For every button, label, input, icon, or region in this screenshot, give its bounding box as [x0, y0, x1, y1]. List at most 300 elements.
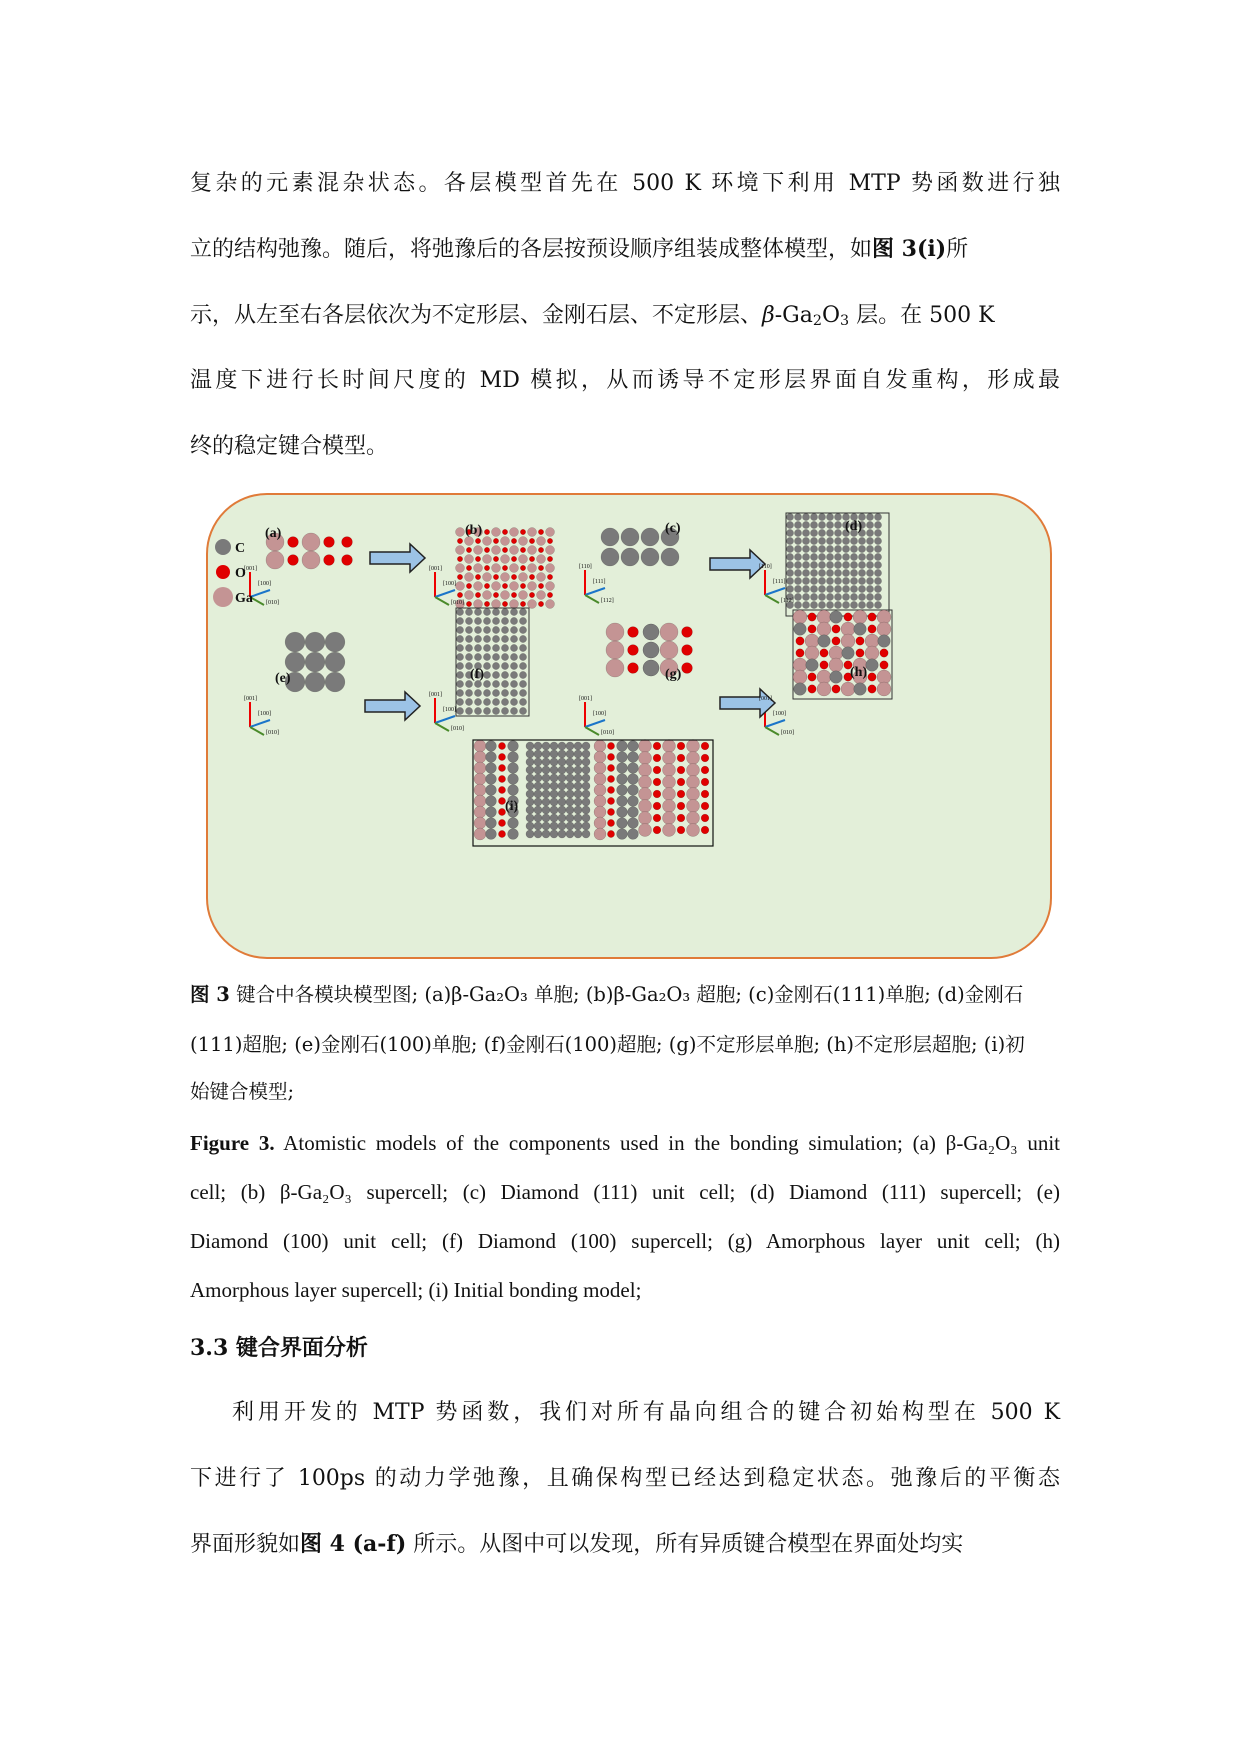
O-atom — [677, 826, 685, 834]
C-atom — [866, 521, 873, 528]
C-atom — [492, 698, 499, 705]
C-atom — [508, 829, 519, 840]
C-atom — [558, 798, 566, 806]
C-atom — [810, 553, 817, 560]
Ga-atom — [474, 546, 483, 555]
C-atom — [601, 528, 619, 546]
C-atom — [526, 774, 534, 782]
O-atom — [538, 601, 543, 606]
C-atom — [794, 577, 801, 584]
C-atom — [810, 513, 817, 520]
C-atom — [834, 585, 841, 592]
C-atom — [542, 774, 550, 782]
C-atom — [826, 577, 833, 584]
Ga-atom — [537, 573, 546, 582]
C-atom — [542, 758, 550, 766]
O-atom — [493, 556, 498, 561]
C-atom — [834, 593, 841, 600]
Ga-atom — [793, 670, 807, 684]
Ga-atom — [606, 641, 624, 659]
axis-label: [100] — [443, 707, 456, 713]
body2-line-2: 下进行了 100ps 的动力学弛豫，且确保构型已经达到稳定状态。弛豫后的平衡态 — [190, 1466, 1060, 1491]
C-atom — [802, 569, 809, 576]
Ga-atom — [865, 646, 879, 660]
C-atom — [483, 707, 490, 714]
C-atom — [526, 790, 534, 798]
C-atom — [628, 752, 639, 763]
text: 界面形貌如 — [190, 1532, 301, 1557]
C-atom — [558, 758, 566, 766]
C-atom — [810, 577, 817, 584]
C-atom — [486, 818, 497, 829]
C-atom — [874, 593, 881, 600]
C-atom — [519, 653, 526, 660]
Ga-atom — [537, 591, 546, 600]
C-atom — [874, 553, 881, 560]
O-atom — [832, 637, 840, 645]
C-atom — [842, 577, 849, 584]
C-atom — [550, 806, 558, 814]
C-atom — [818, 635, 831, 648]
Ga-atom — [660, 641, 678, 659]
text: 示，从左至右各层依次为不定形层、金刚石层、不定形层、 — [190, 303, 763, 328]
C-atom — [508, 785, 519, 796]
axis-label: [100] — [258, 581, 271, 587]
C-atom — [621, 548, 639, 566]
C-atom — [501, 698, 508, 705]
C-atom — [492, 626, 499, 633]
Ga-atom — [793, 610, 807, 624]
O-atom — [484, 565, 489, 570]
C-atom — [850, 593, 857, 600]
Ga-atom — [519, 537, 528, 546]
C-atom — [542, 830, 550, 838]
C-atom — [456, 626, 463, 633]
C-atom — [534, 830, 542, 838]
O-atom — [607, 786, 614, 793]
O-atom — [520, 565, 525, 570]
O-atom — [475, 538, 480, 543]
C-atom — [574, 798, 582, 806]
O-atom — [701, 814, 709, 822]
text: Atomistic models of the components used in the bonding simulation; (a) β-Ga₂O₃ unit — [283, 1131, 1061, 1155]
C-atom — [526, 742, 534, 750]
body-line-5: 终的稳定键合模型。 — [190, 434, 389, 459]
O-atom — [498, 753, 505, 760]
C-atom — [874, 569, 881, 576]
O-atom — [484, 583, 489, 588]
O-atom — [653, 754, 661, 762]
C-atom — [501, 653, 508, 660]
C-atom — [802, 601, 809, 608]
panel-label-a: (a) — [265, 526, 282, 541]
Ga-atom — [474, 582, 483, 591]
Ga-atom — [528, 564, 537, 573]
O-atom — [607, 753, 614, 760]
O-atom — [538, 547, 543, 552]
C-atom — [641, 548, 659, 566]
O-atom — [511, 556, 516, 561]
C-atom — [874, 577, 881, 584]
C-atom — [325, 672, 345, 692]
O-atom — [808, 673, 816, 681]
body-line-2 — [190, 234, 1060, 265]
Ga-atom — [639, 812, 652, 825]
O-atom — [628, 663, 639, 674]
O-atom — [868, 625, 876, 633]
C-atom — [519, 635, 526, 642]
O-atom — [288, 555, 299, 566]
C-atom — [566, 790, 574, 798]
C-atom — [818, 569, 825, 576]
Ga-atom — [546, 600, 555, 609]
Ga-atom — [663, 764, 676, 777]
C-atom — [456, 635, 463, 642]
C-atom — [566, 782, 574, 790]
C-atom — [456, 617, 463, 624]
C-atom — [874, 537, 881, 544]
O-atom — [607, 819, 614, 826]
C-atom — [501, 617, 508, 624]
O-atom — [677, 766, 685, 774]
C-atom — [818, 601, 825, 608]
O-atom — [628, 627, 639, 638]
C-atom — [850, 569, 857, 576]
C-atom — [628, 763, 639, 774]
C-atom — [858, 593, 865, 600]
C-atom — [858, 577, 865, 584]
Ga-atom — [510, 582, 519, 591]
C-atom — [802, 593, 809, 600]
C-atom — [826, 529, 833, 536]
Ga-atom — [501, 555, 510, 564]
O-atom — [466, 601, 471, 606]
C-atom — [794, 521, 801, 528]
C-atom — [566, 742, 574, 750]
C-atom — [526, 758, 534, 766]
C-atom — [508, 752, 519, 763]
C-atom — [534, 790, 542, 798]
O-atom — [607, 808, 614, 815]
C-atom — [810, 601, 817, 608]
legend-C-swatch — [215, 539, 231, 555]
C-atom — [582, 814, 590, 822]
C-atom — [510, 698, 517, 705]
axis-label: [110] — [579, 564, 592, 570]
C-atom — [810, 593, 817, 600]
Ga-atom — [456, 564, 465, 573]
C-atom — [574, 750, 582, 758]
Ga-atom — [492, 528, 501, 537]
C-atom — [456, 644, 463, 651]
Ga-atom — [537, 555, 546, 564]
C-atom — [842, 593, 849, 600]
C-atom — [866, 585, 873, 592]
C-atom — [866, 513, 873, 520]
C-atom — [643, 660, 659, 676]
Ga-atom — [519, 591, 528, 600]
body-line-4: 温度下进行长时间尺度的 MD 模拟，从而诱导不定形层界面自发重构，形成最 — [190, 368, 1060, 393]
axis-label: [010] — [601, 730, 614, 736]
C-atom — [519, 608, 526, 615]
C-atom — [574, 758, 582, 766]
C-atom — [786, 529, 793, 536]
Ga-atom — [817, 622, 831, 636]
C-atom — [550, 822, 558, 830]
axis-label: [001] — [429, 692, 442, 698]
Ga-atom — [483, 555, 492, 564]
C-atom — [558, 814, 566, 822]
C-atom — [474, 617, 481, 624]
C-atom — [786, 521, 793, 528]
C-atom — [501, 680, 508, 687]
Ga-atom — [546, 564, 555, 573]
C-atom — [628, 785, 639, 796]
Ga-atom — [594, 817, 606, 829]
Ga-atom — [465, 591, 474, 600]
O-atom — [529, 592, 534, 597]
Ga-atom — [639, 752, 652, 765]
Ga-atom — [302, 533, 320, 551]
Ga-atom — [483, 591, 492, 600]
C-atom — [456, 662, 463, 669]
C-atom — [786, 585, 793, 592]
O-atom — [868, 673, 876, 681]
C-atom — [566, 806, 574, 814]
C-atom — [826, 521, 833, 528]
C-atom — [501, 707, 508, 714]
C-atom — [866, 601, 873, 608]
C-atom — [826, 569, 833, 576]
C-atom — [492, 617, 499, 624]
C-atom — [508, 763, 519, 774]
C-atom — [542, 806, 550, 814]
C-atom — [582, 782, 590, 790]
axis-label: [001] — [244, 566, 257, 572]
Ga-atom — [501, 591, 510, 600]
O-atom — [538, 529, 543, 534]
C-atom — [617, 796, 628, 807]
C-atom — [834, 529, 841, 536]
C-atom — [858, 585, 865, 592]
C-atom — [601, 548, 619, 566]
C-atom — [483, 635, 490, 642]
C-atom — [566, 758, 574, 766]
text: 键合中各模块模型图; (a)β-Ga₂O₃ 单胞; (b)β-Ga₂O₃ 超胞; (c)金刚石(111)单胞; (d)金刚石 — [236, 983, 1024, 1006]
Ga-atom — [687, 752, 700, 765]
atom-cluster — [474, 740, 518, 840]
C-atom — [501, 608, 508, 615]
axis-label: [010] — [266, 730, 279, 736]
C-atom — [826, 561, 833, 568]
axis-label: [001] — [579, 696, 592, 702]
O-atom — [808, 625, 816, 633]
Ga-atom — [594, 828, 606, 840]
C-atom — [810, 585, 817, 592]
O-atom — [832, 625, 840, 633]
Ga-atom — [663, 824, 676, 837]
C-atom — [474, 653, 481, 660]
axis-label: [010] — [266, 600, 279, 606]
C-atom — [483, 653, 490, 660]
C-atom — [534, 774, 542, 782]
O-atom — [856, 637, 864, 645]
Ga-atom — [474, 564, 483, 573]
C-atom — [794, 513, 801, 520]
C-atom — [628, 774, 639, 785]
text: 所示。从图中可以发现，所有异质键合模型在界面处均实 — [406, 1532, 964, 1557]
C-atom — [802, 553, 809, 560]
text: β — [762, 303, 775, 328]
C-atom — [486, 752, 497, 763]
figure-ref: 图 3(i) — [872, 236, 947, 262]
C-atom — [617, 829, 628, 840]
body2-line-1: 利用开发的 MTP 势函数，我们对所有晶向组合的键合初始构型在 500 K — [232, 1400, 1060, 1425]
C-atom — [826, 513, 833, 520]
C-atom — [486, 763, 497, 774]
C-atom — [508, 818, 519, 829]
figure-ref: 图 4 (a-f) — [300, 1531, 407, 1557]
C-atom — [826, 553, 833, 560]
C-atom — [285, 652, 305, 672]
legend-O-swatch — [216, 565, 230, 579]
O-atom — [701, 778, 709, 786]
C-atom — [465, 653, 472, 660]
C-atom — [483, 662, 490, 669]
C-atom — [510, 707, 517, 714]
O-atom — [701, 790, 709, 798]
C-atom — [802, 577, 809, 584]
O-atom — [457, 574, 462, 579]
O-atom — [628, 645, 639, 656]
O-atom — [868, 613, 876, 621]
C-atom — [474, 707, 481, 714]
C-atom — [802, 521, 809, 528]
Ga-atom — [501, 573, 510, 582]
C-atom — [866, 593, 873, 600]
C-atom — [802, 529, 809, 536]
C-atom — [628, 829, 639, 840]
C-atom — [526, 782, 534, 790]
C-atom — [305, 632, 325, 652]
C-atom — [802, 561, 809, 568]
axis-label: [001] — [759, 696, 772, 702]
C-atom — [617, 741, 628, 752]
Ga-atom — [639, 776, 652, 789]
C-atom — [802, 513, 809, 520]
O-atom — [653, 742, 661, 750]
Ga-atom — [639, 740, 652, 753]
O-atom — [342, 537, 353, 548]
C-atom — [492, 644, 499, 651]
axis-label: [001] — [244, 696, 257, 702]
C-atom — [826, 585, 833, 592]
C-atom — [550, 798, 558, 806]
C-atom — [866, 537, 873, 544]
C-atom — [818, 529, 825, 536]
C-atom — [866, 553, 873, 560]
C-atom — [550, 742, 558, 750]
C-atom — [566, 814, 574, 822]
C-atom — [582, 806, 590, 814]
C-atom — [558, 830, 566, 838]
O-atom — [457, 556, 462, 561]
O-atom — [677, 778, 685, 786]
Ga-atom — [474, 751, 486, 763]
C-atom — [810, 569, 817, 576]
caption-en-line-3: Diamond (100) unit cell; (f) Diamond (100) supercell; (g) Amorphous layer unit cell; (h) — [190, 1229, 1060, 1253]
C-atom — [786, 545, 793, 552]
O-atom — [342, 555, 353, 566]
C-atom — [628, 796, 639, 807]
C-atom — [802, 545, 809, 552]
C-atom — [617, 763, 628, 774]
C-atom — [628, 741, 639, 752]
section-heading: 3.3 键合界面分析 — [190, 1335, 368, 1361]
legend-Ga-swatch — [213, 587, 233, 607]
C-atom — [550, 774, 558, 782]
O-atom — [475, 574, 480, 579]
C-atom — [826, 593, 833, 600]
O-atom — [607, 742, 614, 749]
Ga-atom — [877, 622, 891, 636]
C-atom — [492, 707, 499, 714]
C-atom — [826, 537, 833, 544]
C-atom — [325, 632, 345, 652]
C-atom — [492, 689, 499, 696]
C-atom — [542, 798, 550, 806]
O-atom — [511, 592, 516, 597]
C-atom — [582, 766, 590, 774]
C-atom — [830, 671, 843, 684]
C-atom — [510, 626, 517, 633]
Ga-atom — [510, 546, 519, 555]
C-atom — [305, 672, 325, 692]
O-atom — [538, 583, 543, 588]
Ga-atom — [594, 751, 606, 763]
C-atom — [325, 652, 345, 672]
C-atom — [456, 653, 463, 660]
C-atom — [566, 822, 574, 830]
C-atom — [542, 766, 550, 774]
C-atom — [542, 742, 550, 750]
C-atom — [510, 653, 517, 660]
Ga-atom — [687, 824, 700, 837]
C-atom — [878, 635, 891, 648]
C-atom — [834, 553, 841, 560]
C-atom — [501, 689, 508, 696]
C-atom — [842, 561, 849, 568]
Ga-atom — [474, 773, 486, 785]
C-atom — [474, 644, 481, 651]
panel-label-g: (g) — [665, 667, 682, 682]
C-atom — [534, 782, 542, 790]
text: 立的结构弛豫。随后，将弛豫后的各层按预设顺序组装成整体模型，如 — [190, 237, 873, 262]
axis-label: [111] — [593, 579, 606, 585]
C-atom — [492, 635, 499, 642]
O-atom — [682, 627, 693, 638]
C-atom — [850, 601, 857, 608]
C-atom — [542, 814, 550, 822]
O-atom — [493, 538, 498, 543]
C-atom — [558, 806, 566, 814]
C-atom — [786, 577, 793, 584]
C-atom — [794, 601, 801, 608]
O-atom — [498, 764, 505, 771]
C-atom — [874, 521, 881, 528]
C-atom — [574, 822, 582, 830]
C-atom — [510, 680, 517, 687]
